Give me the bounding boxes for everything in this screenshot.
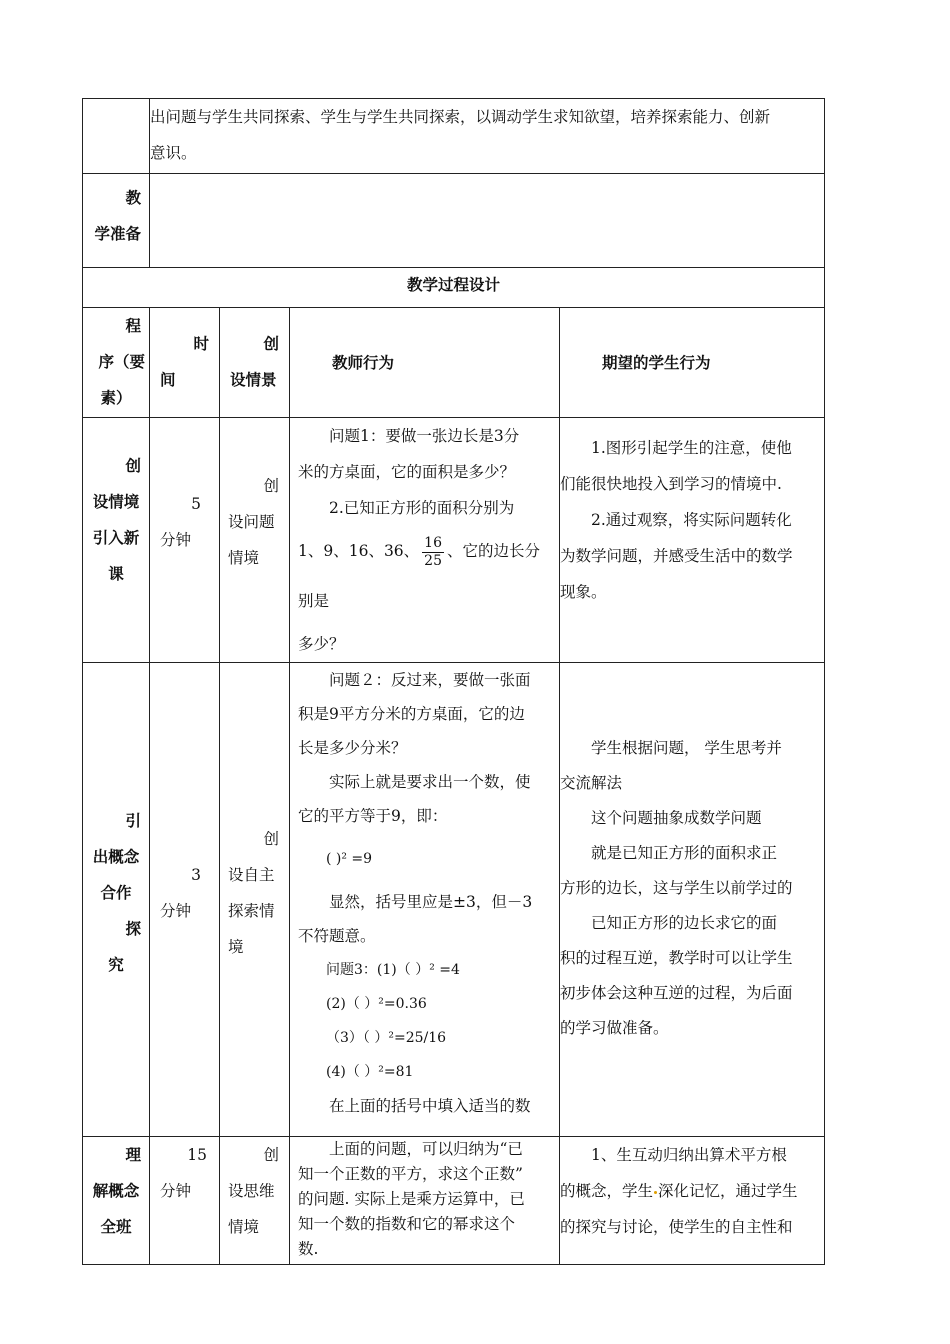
header-time-line1: 时 [193,335,209,353]
section-title: 教学过程设计 [83,268,825,308]
process-row-2 [83,663,825,1137]
row2-student-line1: 学生根据问题， 学生思考并 [591,739,782,757]
row3-procedure-line1: 理 [125,1146,141,1164]
row2-teacher [290,663,560,1137]
intro-text-cell [150,99,825,174]
row3-scene [220,1137,290,1265]
fraction-numerator: 16 [424,534,442,551]
row1-teacher-line2: 米的方桌面，它的面积是多少？ [298,463,516,481]
row1-teacher [290,418,560,663]
row1-scene-line3: 情境 [228,549,260,567]
row3-scene-line2: 设思维 [228,1182,275,1200]
prep-row [83,174,825,268]
row1-teacher-line5: 多少？ [298,635,345,653]
row3-teacher-line5: 数. [298,1240,319,1258]
row2-procedure-line5: 究 [108,956,124,974]
row2-student-line2: 交流解法 [560,774,623,792]
row1-procedure-line1: 创 [125,457,141,475]
row3-procedure-line3: 全班 [100,1218,132,1236]
row3-student-line2a: 的概念，学生 [560,1182,654,1200]
prep-label-line2: 学准备 [94,225,141,243]
row1-scene-line1: 创 [263,477,279,495]
row1-scene [220,418,290,663]
row1-time-unit: 分钟 [160,531,192,549]
header-procedure-line1: 程 [125,317,141,335]
row1-student-line1: 1.图形引起学生的注意，使他 [591,439,792,457]
row2-student-line5: 方形的边长，这与学生以前学过的 [560,879,793,897]
row1-student-line3: 2.通过观察，将实际问题转化 [591,511,792,529]
row2-student-line8: 初步体会这种互逆的过程，为后面 [560,984,793,1002]
row3-student-line3: 的探究与讨论，使学生的自主性和 [560,1218,793,1236]
row3-teacher [290,1137,560,1265]
header-procedure [83,308,150,418]
row3-student-line2 [560,1173,824,1209]
row2-student-line9: 的学习做准备。 [560,1019,669,1037]
row3-procedure [83,1137,150,1265]
row3-procedure-line2: 解概念 [92,1182,140,1200]
row2-procedure [83,663,150,1137]
row3-time-unit: 分钟 [160,1182,192,1200]
row2-scene-line3: 探索情 [228,902,275,920]
row2-teacher-question3-2: (2)（ ）²=0.36 [326,996,427,1012]
row3-scene-line1: 创 [263,1146,279,1164]
header-scene-line2: 设情景 [230,371,277,389]
row3-student-line1: 1、生互动归纳出算术平方根 [591,1146,787,1164]
fraction-16-25 [422,535,444,570]
header-scene [220,308,290,418]
row2-time-unit: 分钟 [160,902,192,920]
header-teacher: 教师行为 [290,308,560,418]
row3-teacher-line2: 知一个正数的平方，求这个正数” [298,1165,523,1183]
row1-teacher-line4 [298,526,553,626]
row1-procedure-line2: 设情境 [92,493,140,511]
row2-student-line4: 就是已知正方形的面积求正 [591,844,778,862]
row2-scene [220,663,290,1137]
prep-label-line1: 教 [125,189,141,207]
row3-teacher-line1: 上面的问题，可以归纳为“已 [329,1140,523,1158]
row2-procedure-line4: 探 [125,920,141,938]
row2-student-line6: 已知正方形的边长求它的面 [591,914,778,932]
row2-student-line3: 这个问题抽象成数学问题 [591,809,762,827]
row2-teacher-line13: 在上面的括号中填入适当的数 [329,1097,531,1115]
row1-teacher-numbers: 1、9、16、36、 [298,542,420,560]
row1-student-line4: 为数学问题，并感受生活中的数学 [560,547,793,565]
row2-teacher-line2: 积是9平方分米的方桌面，它的边 [298,705,525,723]
row1-teacher-line3: 2.已知正方形的面积分别为 [329,499,515,517]
row1-scene-line2: 设问题 [228,513,275,531]
row3-time-value: 15 [187,1146,207,1164]
row2-teacher-line5: 它的平方等于9，即： [298,807,448,825]
row3-scene-line3: 情境 [228,1218,260,1236]
row1-student-line5: 现象。 [560,583,607,601]
section-title-row [83,268,825,308]
process-row-1 [83,418,825,663]
header-student: 期望的学生行为 [560,308,825,418]
row2-time [150,663,220,1137]
row2-teacher-question3-3: （3）（ ）²=25/16 [326,1030,447,1046]
header-time-line2: 间 [160,371,176,389]
row2-teacher-line1: 问题２：反过来，要做一张面 [329,671,531,689]
row2-procedure-line3: 合作 [100,884,132,902]
prep-content-cell [150,174,825,268]
prep-label-cell [83,174,150,268]
intro-label-cell [83,99,150,174]
row2-student-line7: 积的过程互逆，教学时可以让学生 [560,949,793,967]
row1-procedure [83,418,150,663]
intro-text-line2: 意识。 [150,144,197,162]
header-procedure-line3: 素） [100,389,132,407]
row2-student [560,663,825,1137]
row1-procedure-line3: 引入新 [92,529,140,547]
row3-student-line2b: 深化记忆，通过学生 [658,1182,798,1200]
row3-student [560,1137,825,1265]
header-time [150,308,220,418]
row2-procedure-line2: 出概念 [92,848,140,866]
row2-teacher-question3-1: 问题3：(1)（ ）² =4 [326,962,460,978]
row2-teacher-line8: 不符题意。 [298,927,376,945]
row2-scene-line1: 创 [263,830,279,848]
header-row [83,308,825,418]
process-row-3 [83,1137,825,1265]
row2-teacher-equation: ( )² =9 [326,851,373,867]
row1-time-value: 5 [191,495,201,513]
row1-time [150,418,220,663]
row2-procedure-line1: 引 [125,812,141,830]
row2-teacher-line3: 长是多少分米？ [298,739,407,757]
row2-teacher-line4: 实际上就是要求出一个数，使 [329,773,531,791]
lesson-plan-table [82,98,825,1265]
row1-procedure-line4: 课 [108,565,124,583]
header-procedure-line2: 序（要 [98,353,145,371]
row2-scene-line2: 设自主 [228,866,275,884]
row1-student [560,418,825,663]
row1-student-line2: 们能很快地投入到学习的情境中. [560,475,782,493]
annotation-dot-icon [654,1191,657,1194]
header-scene-line1: 创 [263,335,279,353]
row2-time-value: 3 [191,866,201,884]
row3-time [150,1137,220,1265]
row1-teacher-line4-end: 、它的边长分别是 [298,542,541,610]
intro-row [83,99,825,174]
fraction-denominator: 25 [424,552,442,569]
row1-teacher-line1: 问题1：要做一张边长是3分 [329,427,520,445]
row2-teacher-question3-4: (4)（ ）²=81 [326,1064,414,1080]
row3-teacher-line3: 的问题. 实际上是乘方运算中，已 [298,1190,525,1208]
row2-teacher-line7: 显然，括号里应是±3，但－3 [329,893,533,911]
intro-text-line1: 出问题与学生共同探索、学生与学生共同探索，以调动学生求知欲望，培养探索能力、创新 [150,108,771,126]
row3-teacher-line4: 知一个数的指数和它的幂求这个 [298,1215,516,1233]
row2-scene-line4: 境 [228,938,244,956]
